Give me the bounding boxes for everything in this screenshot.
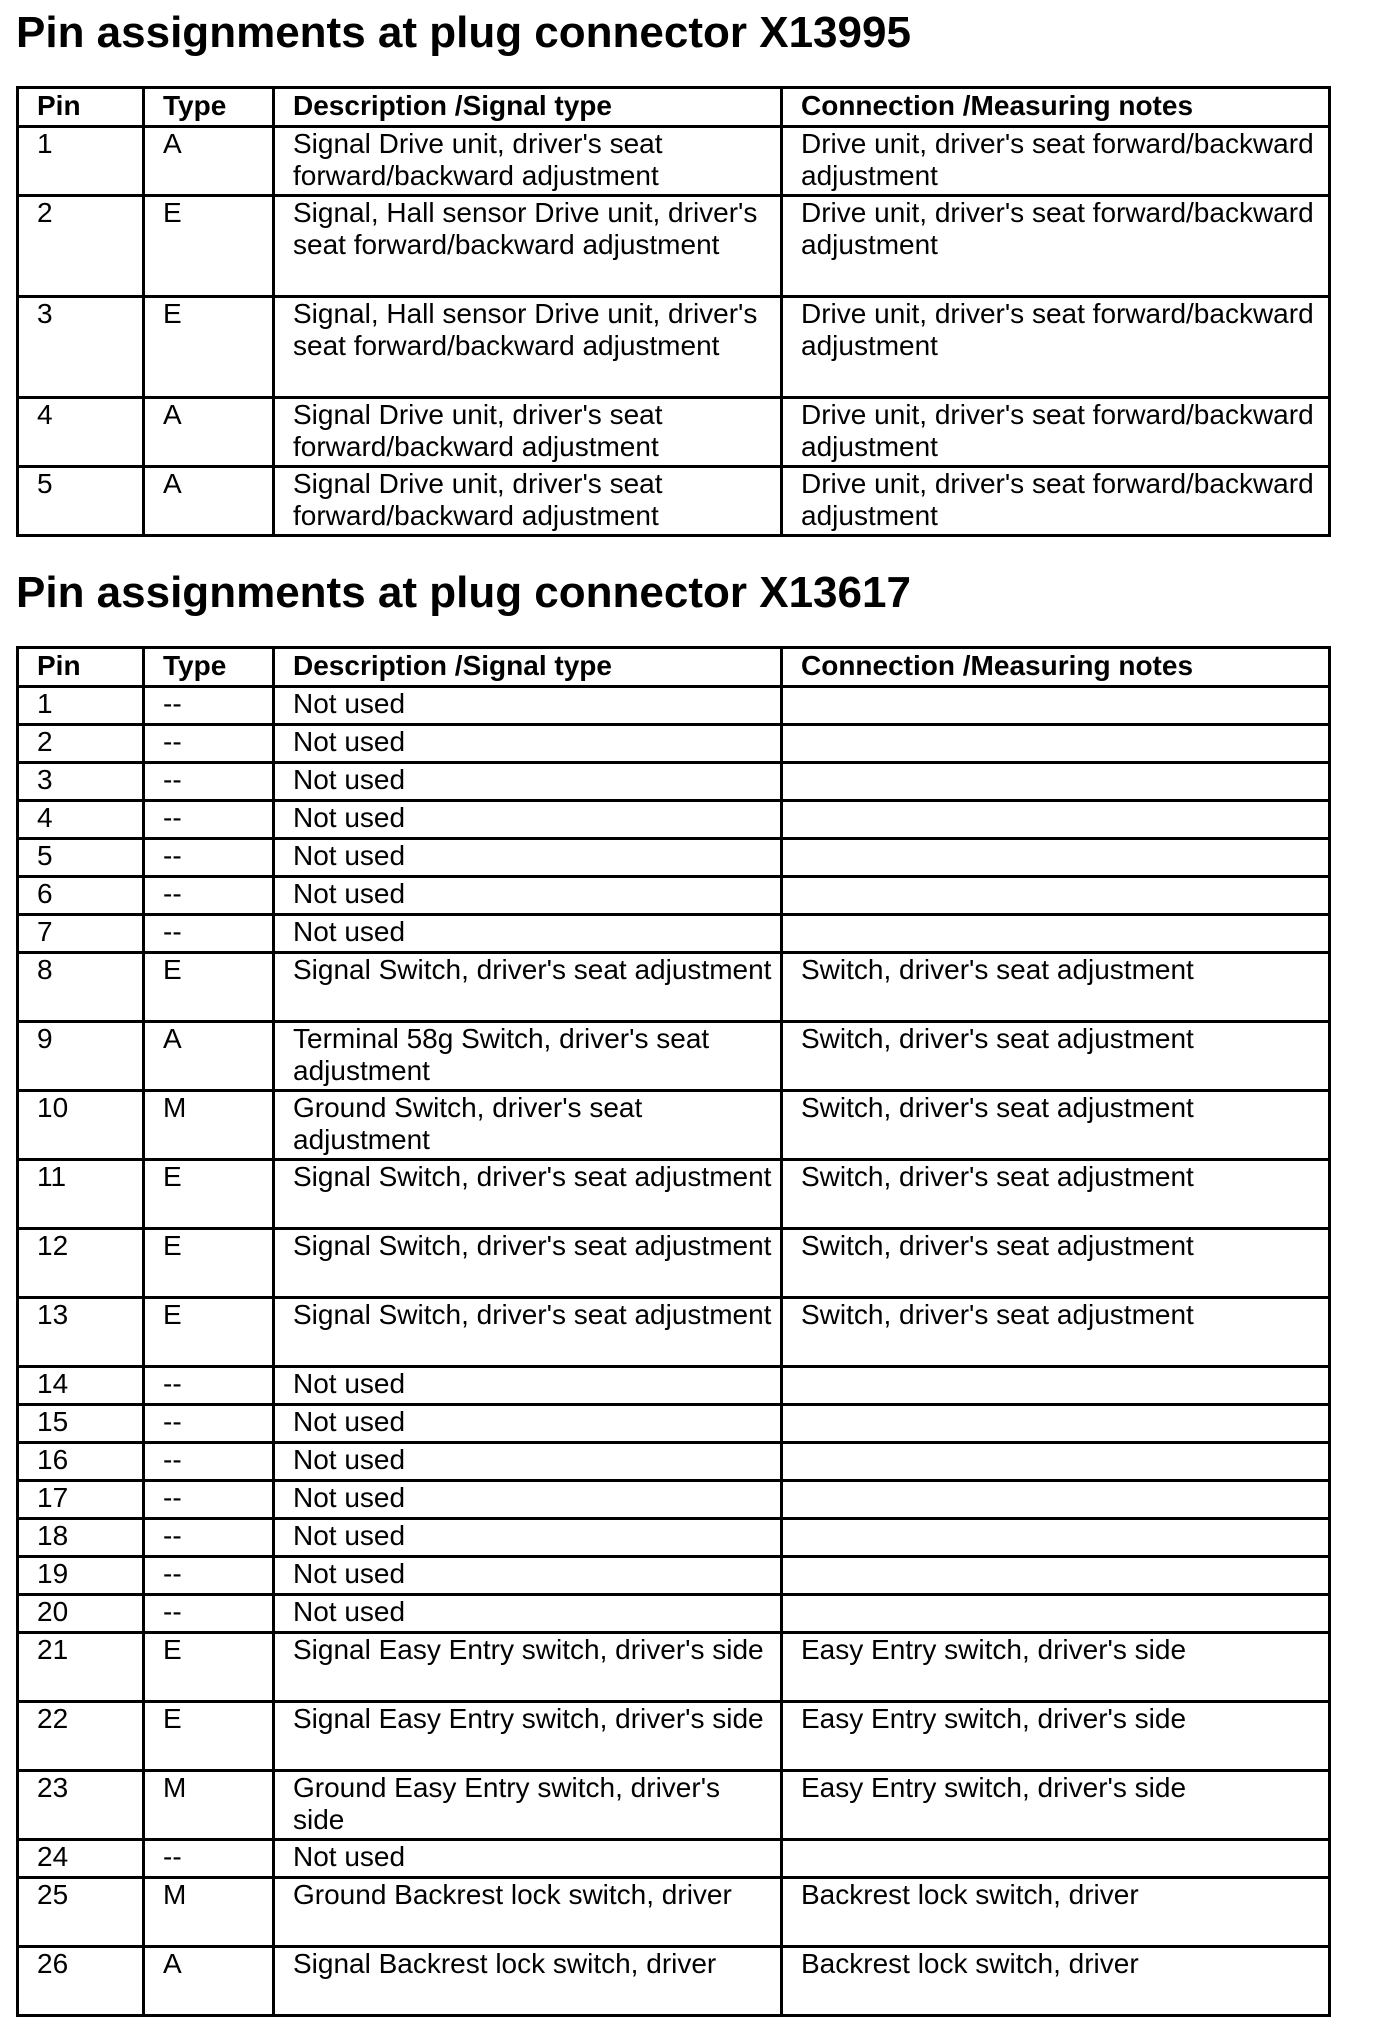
header-type: Type [144,648,274,687]
header-connection: Connection /Measuring notes [782,88,1330,127]
cell-description: Signal Backrest lock switch, driver [274,1947,782,2016]
cell-description: Signal Drive unit, driver's seat forward/backward adjustment [274,398,782,467]
cell-pin: 19 [18,1557,144,1595]
cell-pin: 7 [18,915,144,953]
cell-connection [782,839,1330,877]
cell-connection: Switch, driver's seat adjustment [782,1229,1330,1298]
cell-type: A [144,398,274,467]
cell-connection: Backrest lock switch, driver [782,1878,1330,1947]
cell-connection: Drive unit, driver's seat forward/backward adjustment [782,196,1330,297]
cell-description: Signal Switch, driver's seat adjustment [274,1298,782,1367]
cell-pin: 4 [18,801,144,839]
cell-pin: 23 [18,1771,144,1840]
cell-connection [782,725,1330,763]
cell-pin: 2 [18,725,144,763]
header-description: Description /Signal type [274,88,782,127]
cell-description: Ground Easy Entry switch, driver's side [274,1771,782,1840]
cell-connection: Switch, driver's seat adjustment [782,1091,1330,1160]
cell-pin: 25 [18,1878,144,1947]
cell-pin: 11 [18,1160,144,1229]
cell-connection [782,1481,1330,1519]
cell-type: E [144,1298,274,1367]
cell-pin: 6 [18,877,144,915]
table-row [18,1947,1330,2016]
cell-type: -- [144,725,274,763]
table-body [18,127,1330,536]
cell-description: Not used [274,1519,782,1557]
cell-connection: Switch, driver's seat adjustment [782,1298,1330,1367]
cell-connection: Drive unit, driver's seat forward/backward adjustment [782,127,1330,196]
cell-connection [782,915,1330,953]
table-row [18,1771,1330,1840]
cell-connection [782,687,1330,725]
cell-connection: Switch, driver's seat adjustment [782,1160,1330,1229]
table-row [18,467,1330,536]
cell-description: Not used [274,1595,782,1633]
table-row [18,1298,1330,1367]
table-row [18,1405,1330,1443]
cell-connection [782,1840,1330,1878]
cell-type: -- [144,915,274,953]
table-row [18,915,1330,953]
cell-type: -- [144,687,274,725]
cell-description: Not used [274,915,782,953]
cell-type: A [144,1947,274,2016]
cell-description: Not used [274,839,782,877]
cell-type: E [144,953,274,1022]
table-row [18,1481,1330,1519]
table-row [18,953,1330,1022]
table-row [18,1519,1330,1557]
cell-description: Not used [274,763,782,801]
cell-description: Not used [274,1840,782,1878]
cell-type: -- [144,1443,274,1481]
cell-pin: 10 [18,1091,144,1160]
cell-pin: 15 [18,1405,144,1443]
cell-description: Ground Backrest lock switch, driver [274,1878,782,1947]
cell-type: -- [144,1405,274,1443]
table-row [18,1367,1330,1405]
table-row [18,127,1330,196]
cell-description: Signal Switch, driver's seat adjustment [274,953,782,1022]
cell-pin: 20 [18,1595,144,1633]
table-row [18,1443,1330,1481]
table-row [18,1878,1330,1947]
header-pin: Pin [18,648,144,687]
cell-description: Signal Easy Entry switch, driver's side [274,1702,782,1771]
cell-connection [782,801,1330,839]
table-header-row [18,648,1330,687]
cell-type: A [144,1022,274,1091]
cell-description: Signal, Hall sensor Drive unit, driver's seat forward/backward adjustment [274,297,782,398]
cell-description: Signal Easy Entry switch, driver's side [274,1633,782,1702]
cell-type: -- [144,1519,274,1557]
cell-description: Terminal 58g Switch, driver's seat adjustment [274,1022,782,1091]
cell-connection [782,1443,1330,1481]
cell-type: A [144,467,274,536]
table-row [18,1229,1330,1298]
cell-type: -- [144,1367,274,1405]
cell-type: M [144,1091,274,1160]
cell-pin: 1 [18,127,144,196]
section-title-x13617: Pin assignments at plug connector X13617 [16,568,911,617]
cell-pin: 22 [18,1702,144,1771]
cell-connection [782,763,1330,801]
cell-pin: 18 [18,1519,144,1557]
cell-connection [782,1519,1330,1557]
cell-description: Not used [274,1443,782,1481]
pin-table-x13995 [16,86,1331,537]
table-row [18,1022,1330,1091]
table-row [18,1633,1330,1702]
cell-connection: Drive unit, driver's seat forward/backward adjustment [782,398,1330,467]
table-row [18,801,1330,839]
header-description: Description /Signal type [274,648,782,687]
cell-pin: 14 [18,1367,144,1405]
cell-pin: 4 [18,398,144,467]
cell-connection: Easy Entry switch, driver's side [782,1702,1330,1771]
cell-description: Ground Switch, driver's seat adjustment [274,1091,782,1160]
cell-connection [782,1367,1330,1405]
cell-description: Signal Switch, driver's seat adjustment [274,1229,782,1298]
cell-description: Not used [274,1367,782,1405]
cell-pin: 24 [18,1840,144,1878]
table-row [18,877,1330,915]
cell-type: -- [144,1481,274,1519]
cell-description: Signal Drive unit, driver's seat forward/backward adjustment [274,467,782,536]
cell-pin: 2 [18,196,144,297]
cell-description: Not used [274,1481,782,1519]
cell-description: Not used [274,1557,782,1595]
cell-pin: 16 [18,1443,144,1481]
table-row [18,839,1330,877]
table-row [18,687,1330,725]
cell-pin: 1 [18,687,144,725]
table-row [18,763,1330,801]
cell-connection [782,1595,1330,1633]
cell-type: E [144,297,274,398]
cell-type: E [144,1702,274,1771]
cell-connection: Backrest lock switch, driver [782,1947,1330,2016]
table-body [18,687,1330,2016]
cell-connection [782,877,1330,915]
cell-type: -- [144,763,274,801]
cell-pin: 13 [18,1298,144,1367]
cell-description: Not used [274,877,782,915]
header-type: Type [144,88,274,127]
cell-pin: 26 [18,1947,144,2016]
cell-connection: Drive unit, driver's seat forward/backward adjustment [782,467,1330,536]
cell-connection: Easy Entry switch, driver's side [782,1633,1330,1702]
table-row [18,196,1330,297]
cell-type: E [144,196,274,297]
cell-pin: 17 [18,1481,144,1519]
pin-table-x13617 [16,646,1331,2017]
cell-description: Signal Drive unit, driver's seat forward/backward adjustment [274,127,782,196]
cell-type: E [144,1229,274,1298]
cell-pin: 8 [18,953,144,1022]
cell-type: M [144,1878,274,1947]
cell-type: -- [144,1595,274,1633]
cell-type: M [144,1771,274,1840]
table-row [18,725,1330,763]
cell-type: -- [144,1557,274,1595]
cell-connection [782,1405,1330,1443]
table-row [18,1840,1330,1878]
cell-description: Signal, Hall sensor Drive unit, driver's seat forward/backward adjustment [274,196,782,297]
table-row [18,1091,1330,1160]
table-row [18,297,1330,398]
cell-type: E [144,1633,274,1702]
cell-type: E [144,1160,274,1229]
cell-pin: 5 [18,467,144,536]
cell-pin: 12 [18,1229,144,1298]
cell-pin: 5 [18,839,144,877]
cell-connection: Drive unit, driver's seat forward/backward adjustment [782,297,1330,398]
table-header-row [18,88,1330,127]
section-title-x13995: Pin assignments at plug connector X13995 [16,8,911,57]
cell-type: -- [144,1840,274,1878]
cell-connection: Easy Entry switch, driver's side [782,1771,1330,1840]
cell-type: -- [144,839,274,877]
cell-description: Not used [274,1405,782,1443]
table-row [18,1595,1330,1633]
cell-connection: Switch, driver's seat adjustment [782,1022,1330,1091]
header-connection: Connection /Measuring notes [782,648,1330,687]
cell-pin: 9 [18,1022,144,1091]
cell-pin: 3 [18,297,144,398]
table-row [18,1160,1330,1229]
table-row [18,1557,1330,1595]
cell-type: -- [144,801,274,839]
cell-pin: 21 [18,1633,144,1702]
cell-connection [782,1557,1330,1595]
cell-description: Not used [274,687,782,725]
cell-type: A [144,127,274,196]
cell-type: -- [144,877,274,915]
table-row [18,1702,1330,1771]
cell-pin: 3 [18,763,144,801]
cell-description: Signal Switch, driver's seat adjustment [274,1160,782,1229]
cell-description: Not used [274,801,782,839]
table-row [18,398,1330,467]
header-pin: Pin [18,88,144,127]
cell-connection: Switch, driver's seat adjustment [782,953,1330,1022]
cell-description: Not used [274,725,782,763]
